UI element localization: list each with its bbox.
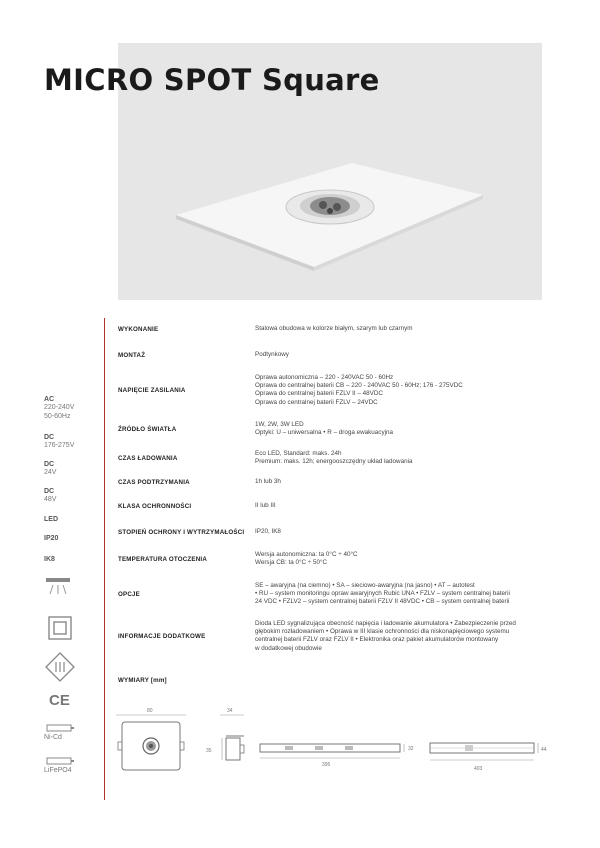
spec-label: STOPIEŃ OCHRONY I WYTRZYMAŁOŚCI [118, 529, 245, 536]
spec-label: ŹRÓDŁO ŚWIATŁA [118, 426, 177, 434]
spec-value-line: Eco LED, Standard: maks. 24h [255, 450, 342, 457]
spec-value [255, 478, 555, 486]
spec-value [255, 421, 555, 437]
dimension-drawings [110, 700, 550, 780]
spec-dc-24: DC 24V [44, 461, 57, 477]
ce-mark-icon: CE [49, 692, 70, 709]
spec-value-line: Stalowa obudowa w kolorze białym, szarym lub czarnym [255, 325, 413, 332]
spec-value-line: Oprawa do centralnej baterii FZLV – 24VDC [255, 398, 378, 406]
spec-value-line: 1W, 2W, 3W LED [255, 421, 304, 428]
svg-text:35: 35 [206, 748, 212, 754]
spec-label: MONTAŻ [118, 352, 146, 359]
spec-label: CZAS PODTRZYMANIA [118, 479, 190, 486]
spec-label: TEMPERATURA OTOCZENIA [118, 556, 207, 564]
front-view-drawing [116, 708, 186, 770]
spec-value-line: 1h lub 3h [255, 478, 281, 485]
battery-housing-short-drawing [260, 744, 414, 768]
spec-value [255, 502, 555, 510]
side-view-drawing [206, 708, 244, 760]
spec-value-line: IP20, IK8 [255, 528, 281, 535]
spec-ip: IP20 [44, 535, 59, 542]
svg-text:32: 32 [408, 746, 414, 752]
spec-dc-48: DC 48V [44, 488, 57, 504]
class-two-icon [49, 617, 71, 639]
spec-value [255, 582, 555, 607]
spec-ik: IK8 [44, 556, 55, 563]
spec-value-line: Podtynkowy [255, 351, 289, 358]
dimensions-label: WYMIARY [mm] [118, 677, 167, 684]
battery-nicd-icon [47, 725, 74, 731]
spec-value-line: Premium: maks. 12h; energooszczędny układ ładowania [255, 458, 413, 466]
spec-value-line: SE – awaryjna (na ciemno) • SA – sieciowo-awaryjna (na jasno) • AT – autotest [255, 582, 475, 589]
spec-value-line: II lub III [255, 502, 276, 509]
svg-text:80: 80 [147, 708, 153, 714]
spec-value-line: Wersja CB: ta 0°C ÷ 50°C [255, 559, 328, 567]
spec-value [255, 450, 555, 466]
svg-text:403: 403 [474, 766, 483, 772]
svg-text:395: 395 [322, 762, 331, 768]
spec-value-line: Oprawa autonomiczna – 220 - 240VAC 50 - 60Hz [255, 374, 394, 381]
spec-value-line: głębokim rozładowaniem • Oprawa w III klasie ochronności dla niskonapięciowego systemu [255, 628, 510, 636]
spec-value-line: w dodatkowej obudowie [255, 644, 322, 652]
svg-text:34: 34 [227, 708, 233, 714]
spec-label: KLASA OCHRONNOŚCI [118, 503, 192, 510]
spec-label: CZAS ŁADOWANIA [118, 455, 178, 463]
nicd-label: Ni-Cd [44, 734, 62, 741]
battery-housing-long-drawing [430, 743, 547, 772]
svg-text:44: 44 [541, 747, 547, 753]
spec-value-line: Oprawa do centralnej baterii FZLV II – 48VDC [255, 390, 383, 398]
spec-value [255, 551, 555, 567]
class-three-icon [46, 653, 74, 681]
spec-value-line: Dioda LED sygnalizująca obecność napięcia i ładowanie akumulatora • Zabezpieczenie przed [255, 620, 516, 627]
page-title: MICRO SPOT Square [44, 63, 380, 97]
spec-value-line: Wersja autonomiczna: ta 0°C ÷ 40°C [255, 551, 358, 558]
spec-value [255, 351, 555, 359]
spec-value-line: centralnej baterii FZLV oraz FZLV II • Elektronika oraz pakiet akumulatorów montowany [255, 636, 499, 644]
lifepo-label: LiFePO4 [44, 767, 72, 774]
spec-value-line: Oprawa do centralnej baterii CB – 220 - 240VAC 50 - 60Hz; 176 - 275VDC [255, 382, 463, 390]
spec-led: LED [44, 516, 58, 523]
battery-lifepo-icon [47, 758, 74, 764]
spec-value [255, 374, 555, 407]
spec-value-line: 24 VDC • FZLV2 – system centralnej baterii FZLV II 48VDC • CB – system centralnej baterii [255, 598, 510, 606]
spec-value-line: • RU – system monitoringu opraw awaryjnych Rubic UNA • FZLV – system centralnej baterii [255, 590, 510, 598]
spec-ac: AC 220-240V 50-60Hz [44, 396, 75, 420]
spec-label: INFORMACJE DODATKOWE [118, 633, 206, 641]
spec-dc-176: DC 176-275V [44, 434, 75, 450]
spec-label: WYKONANIE [118, 326, 159, 333]
spec-label: NAPIĘCIE ZASILANIA [118, 387, 186, 395]
spec-value [255, 528, 555, 536]
accent-divider [104, 318, 105, 800]
spec-value [255, 620, 555, 653]
ceiling-mount-icon [46, 578, 70, 594]
spec-value [255, 325, 555, 333]
spec-label: OPCJE [118, 591, 140, 599]
spec-value-line: Optyki: U – uniwersalna • R – droga ewakuacyjna [255, 429, 394, 437]
